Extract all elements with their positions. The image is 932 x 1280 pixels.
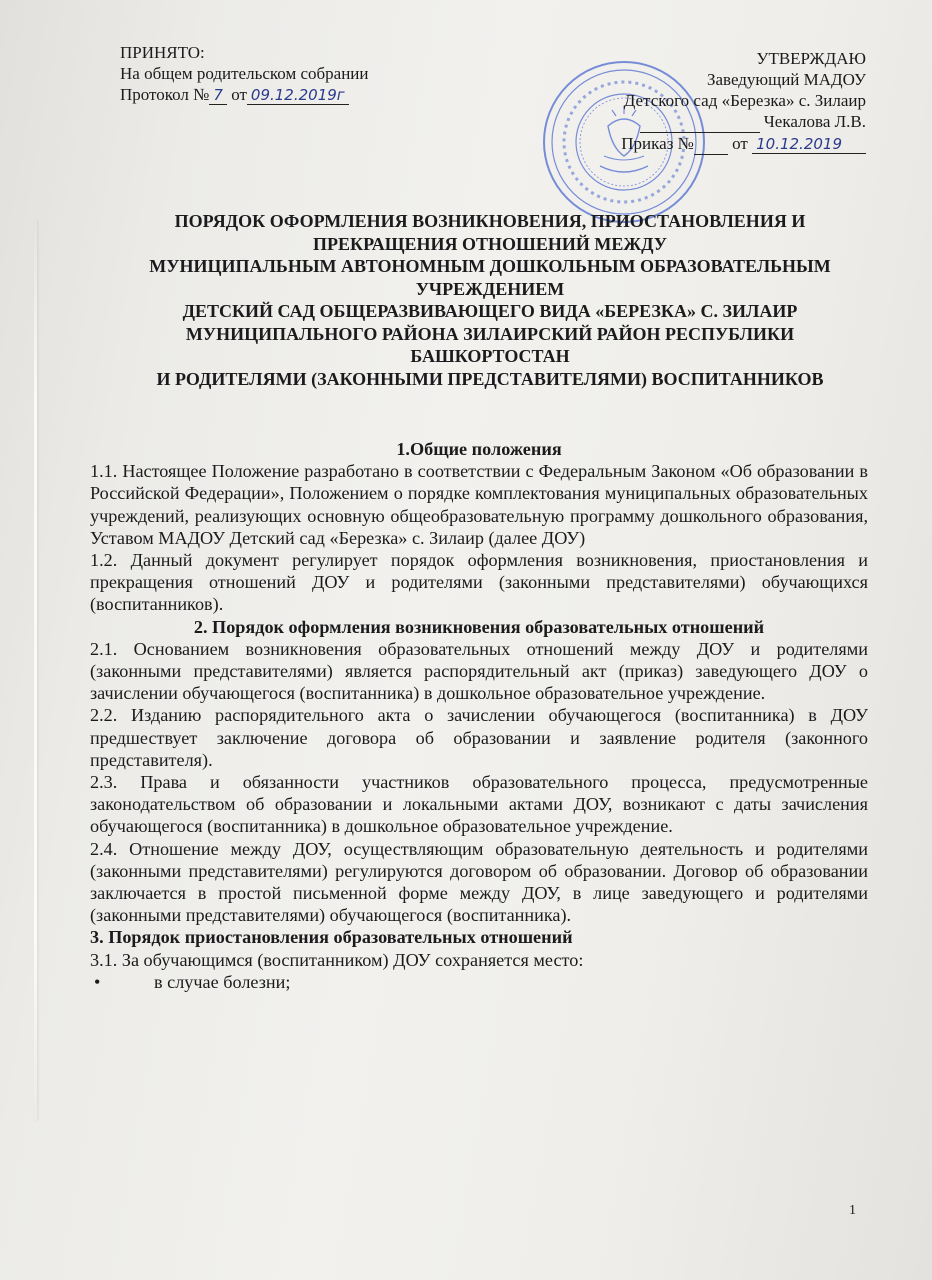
head-name: Чекалова Л.В. xyxy=(763,112,866,131)
title-line: ПОРЯДОК ОФОРМЛЕНИЯ ВОЗНИКНОВЕНИЯ, ПРИОСТАНОВЛЕНИЯ И xyxy=(174,211,806,231)
protocol-line xyxy=(120,84,420,106)
title-line: И РОДИТЕЛЯМИ (ЗАКОННЫМИ ПРЕДСТАВИТЕЛЯМИ) ВОСПИТАННИКОВ xyxy=(156,368,824,389)
order-prefix: Приказ № xyxy=(621,134,694,153)
section-3-heading: 3. Порядок приостановления образовательных отношений xyxy=(90,927,573,948)
paragraph-3-1: 3.1. За обучающимся (воспитанником) ДОУ сохраняется место: xyxy=(90,949,584,970)
header-accepted-block xyxy=(120,42,420,106)
bullet-icon: • xyxy=(94,971,101,992)
order-date: 10.12.2019 xyxy=(752,135,866,154)
title-line: МУНИЦИПАЛЬНЫМ АВТОНОМНЫМ ДОШКОЛЬНЫМ ОБРАЗОВАТЕЛЬНЫМ xyxy=(149,256,831,276)
paragraph-2-1: 2.1. Основанием возникновения образовательных отношений между ДОУ и родителями (законными представителями) является распорядительный акт (приказ) заведующего ДОУ о зачислении обучающегося (воспитанника) в дошкольное образовательное учреждение. xyxy=(90,638,868,704)
title-line: ПРЕКРАЩЕНИЯ ОТНОШЕНИЙ МЕЖДУ xyxy=(313,233,667,254)
parent-meeting-label: На общем родительском собрании xyxy=(120,64,369,83)
head-signature-line xyxy=(546,111,866,133)
document-title xyxy=(110,210,870,390)
paragraph-1-2: 1.2. Данный документ регулирует порядок оформления возникновения, приостановления и прекращения отношений ДОУ и родителями (законными представителями) обучающихся (воспитанников). xyxy=(90,550,868,615)
document-body xyxy=(90,438,868,993)
header-approved-block xyxy=(546,48,866,155)
list-item xyxy=(90,971,868,993)
approved-label: УТВЕРЖДАЮ xyxy=(756,49,866,68)
accepted-label: ПРИНЯТО: xyxy=(120,43,205,62)
paragraph-2-2: 2.2. Изданию распорядительного акта о зачислении обучающегося (воспитанника) в ДОУ предшествует заключение договора об образовании и заявление родителя (законного представителя). xyxy=(90,705,868,770)
protocol-number: 7 xyxy=(209,86,227,105)
page-number: 1 xyxy=(849,1203,856,1218)
order-line xyxy=(546,133,866,155)
title-line: ДЕТСКИЙ САД ОБЩЕРАЗВИВАЮЩЕГО ВИДА «БЕРЕЗКА» С. ЗИЛАИР xyxy=(182,301,798,321)
order-date-label: от xyxy=(732,134,748,153)
protocol-prefix: Протокол № xyxy=(120,85,210,104)
protocol-date: 09.12.2019г xyxy=(247,86,349,105)
head-position-label: Заведующий МАДОУ xyxy=(706,70,866,89)
paragraph-1-1: 1.1. Настоящее Положение разработано в соответствии с Федеральным Законом «Об образовании в Российской Федерации», Положением о порядке комплектования муниципальных образовательных учреждений, реализующих основную общеобразовательную программу дошкольного образования, Уставом МАДОУ Детский сад «Березка» с. Зилаир (далее ДОУ) xyxy=(90,461,868,548)
kindergarten-name: Детского сад «Березка» с. Зилаир xyxy=(623,91,866,110)
paper-fold-highlight xyxy=(34,220,37,1120)
title-line: БАШКОРТОСТАН xyxy=(410,346,570,366)
paragraph-2-3: 2.3. Права и обязанности участников образовательного процесса, предусмотренные законодательством об образовании и локальными актами ДОУ, возникают с даты зачисления обучающегося (воспитанника) в дошкольное образовательное учреждение. xyxy=(90,772,868,837)
section-2-heading: 2. Порядок оформления возникновения образовательных отношений xyxy=(193,616,765,637)
section-1-heading: 1.Общие положения xyxy=(396,439,562,459)
title-line: УЧРЕЖДЕНИЕМ xyxy=(415,278,565,299)
list-item-text: в случае болезни; xyxy=(154,971,291,992)
protocol-date-label: от xyxy=(231,85,247,104)
paragraph-2-4: 2.4. Отношение между ДОУ, осуществляющим образовательную деятельность и родителями (законными представителями) регулируются договором об образовании. Договор об образовании заключается в простой письменной форме между ДОУ, в лице заведующего и родителями (законными представителями) обучающегося (воспитанника). xyxy=(90,838,868,926)
title-line: МУНИЦИПАЛЬНОГО РАЙОНА ЗИЛАИРСКИЙ РАЙОН РЕСПУБЛИКИ xyxy=(185,323,795,344)
